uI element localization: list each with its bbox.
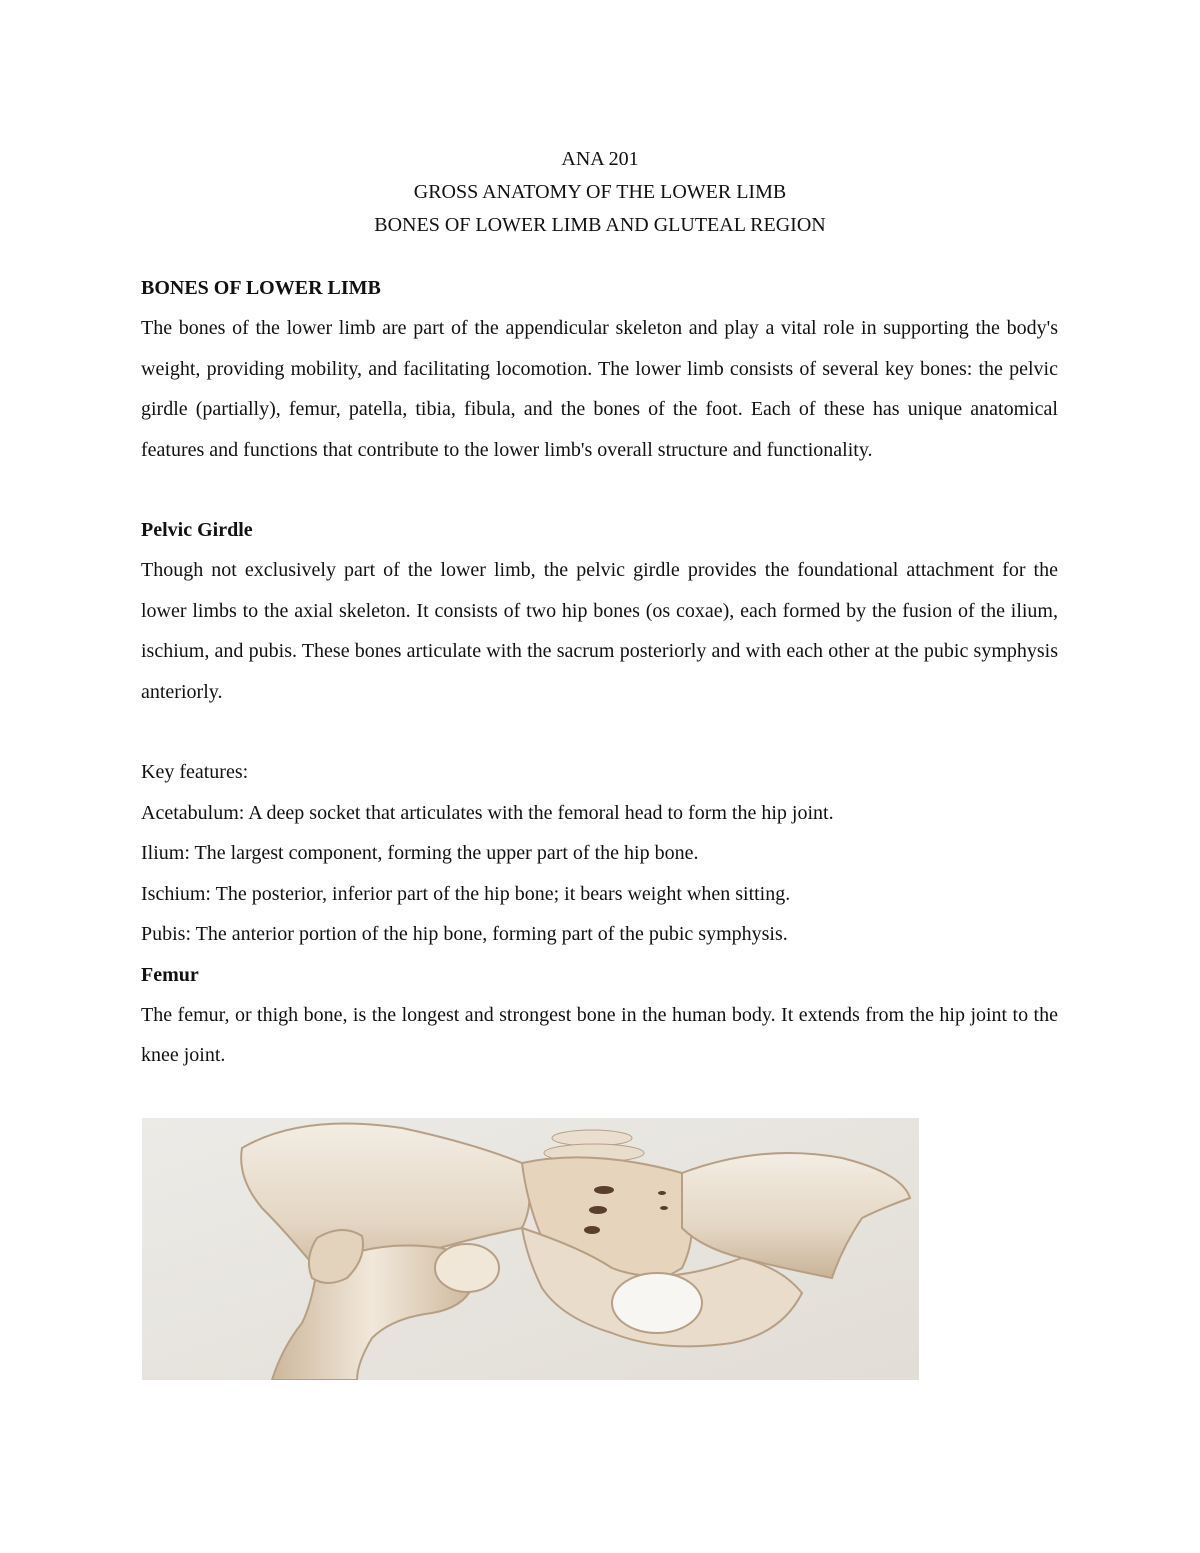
pelvic-paragraph: Though not exclusively part of the lower limb, the pelvic girdle provides the foundational attachment for the lower limbs to the axial skeleton. It consists of two hip bones (os coxae), each formed by the fusion of the ilium, ischium, and pubis. These bones articulate with the sacrum posteriorly and with each other at the pubic symphysis anteriorly. [141, 559, 1058, 703]
pelvis-hip-drawing [142, 1118, 919, 1380]
pelvis-hip-illustration [142, 1118, 919, 1380]
key-features-label: Key features: [141, 761, 249, 783]
title-block [0, 143, 1200, 242]
femur-paragraph: The femur, or thigh bone, is the longest and strongest bone in the human body. It extends from the hip joint to the knee joint. [141, 1003, 1058, 1066]
key-feature-item: Acetabulum: A deep socket that articulates with the femoral head to form the hip joint. [141, 801, 834, 824]
document-body [141, 268, 1058, 1076]
key-feature-item: Ischium: The posterior, inferior part of the hip bone; it bears weight when sitting. [141, 882, 791, 905]
course-code: ANA 201 [561, 148, 639, 170]
document-title: GROSS ANATOMY OF THE LOWER LIMB [413, 181, 787, 203]
section-heading-pelvic-girdle: Pelvic Girdle [141, 519, 253, 541]
section-heading-femur: Femur [141, 963, 199, 986]
key-feature-item: Pubis: The anterior portion of the hip bone, forming part of the pubic symphysis. [141, 923, 788, 945]
key-feature-item: Ilium: The largest component, forming the upper part of the hip bone. [141, 842, 699, 864]
bones-paragraph: The bones of the lower limb are part of the appendicular skeleton and play a vital role in supporting the body's weight, providing mobility, and facilitating locomotion. The lower limb consists of several key bones: the pelvic girdle (partially), femur, patella, tibia, fibula, and the bones of the foot. Each of these has unique anatomical features and functions that contribute to the lower limb's overall structure and functionality. [141, 317, 1058, 461]
section-heading-bones: BONES OF LOWER LIMB [141, 277, 381, 299]
document-subtitle: BONES OF LOWER LIMB AND GLUTEAL REGION [374, 214, 826, 236]
